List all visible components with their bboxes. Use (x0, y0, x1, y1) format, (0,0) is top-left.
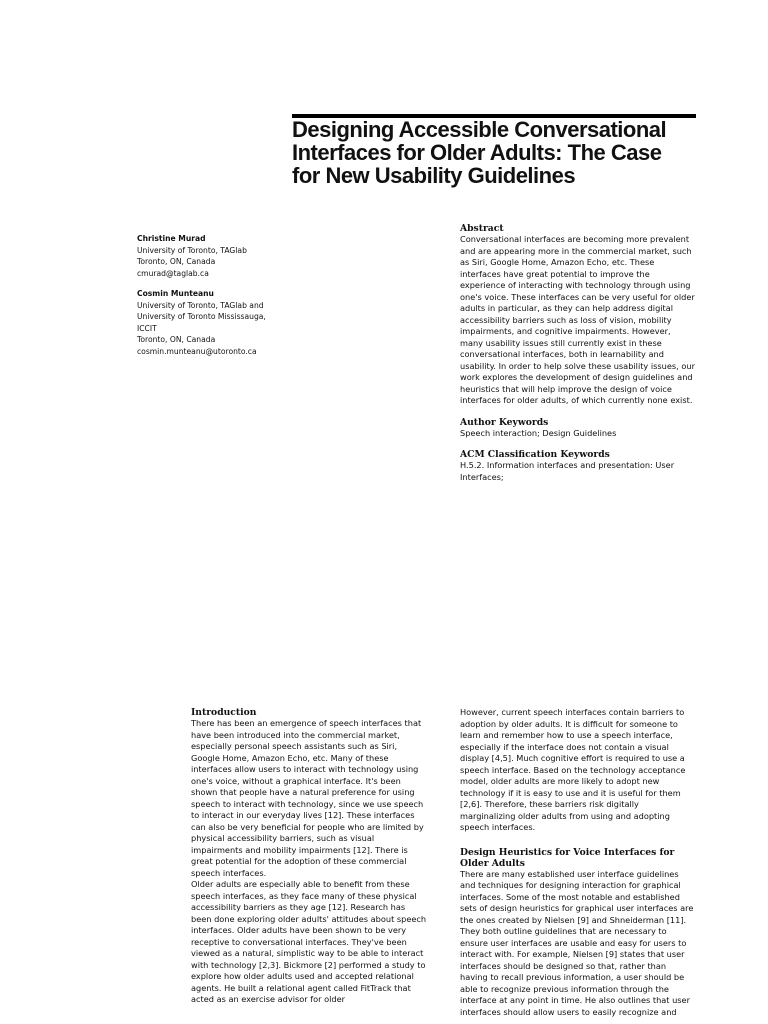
design-heuristics-heading: Design Heuristics for Voice Interfaces for Older Adults (460, 846, 675, 869)
abstract-column (460, 223, 696, 493)
introduction-paragraph-2: Older adults are especially able to benefit from these speech interfaces, as they face many of these physical accessibility barriers as they age [12]. Research has been done exploring older adults' attitudes about speech interfaces. Older adults have been shown to be very receptive to conversational interfaces. They've been viewed as a natural, simplistic way to be able to interact with technology [2,3]. Bickmore [2] performed a study to explore how older adults used and accepted relational agents. He built a relational agent called FitTrack that acted as an exercise advisor for older (191, 879, 427, 1004)
author-location: Toronto, ON, Canada (137, 335, 216, 344)
author-location: Toronto, ON, Canada (137, 257, 216, 266)
abstract-heading: Abstract (460, 223, 504, 234)
author-name: Cosmin Munteanu (137, 289, 214, 298)
author-affiliation: University of Toronto, TAGlab (137, 245, 247, 255)
author-keywords-text: Speech interaction; Design Guidelines (460, 427, 617, 438)
author-email: cosmin.munteanu@utoronto.ca (137, 346, 257, 356)
author-1 (137, 233, 297, 279)
left-body-column (191, 707, 427, 1006)
abstract-section (460, 223, 696, 407)
author-list (137, 233, 297, 366)
author-email: cmurad@taglab.ca (137, 268, 209, 278)
author-affiliation: ICCIT (137, 323, 157, 333)
author-name: Christine Murad (137, 234, 206, 243)
author-2 (137, 288, 297, 357)
acm-keywords-heading: ACM Classification Keywords (460, 449, 610, 460)
author-keywords-section (460, 417, 696, 440)
author-affiliation: University of Toronto, TAGlab and (137, 300, 264, 310)
author-affiliation: University of Toronto Mississauga, (137, 312, 266, 321)
introduction-paragraph-1: There has been an emergence of speech interfaces that have been introduced into the commercial market, especially personal speech assistants such as Siri, Google Home, Amazon Echo, etc. Many of these interfaces allow users to interact with technology using one's voice, without a graphical interface. It's been shown that people have a natural preference for using speech to interact with technology, since we use speech to interact in our everyday lives [12]. These interfaces can also be very beneficial for people who are limited by physical accessibility barriers, such as visual impairments and mobility impairments [12]. There is great potential for the adoption of these commercial speech interfaces. (191, 718, 424, 878)
author-keywords-heading: Author Keywords (460, 416, 549, 428)
acm-keywords-text: H.5.2. Information interfaces and presentation: User Interfaces; (460, 460, 675, 482)
introduction-heading: Introduction (191, 707, 257, 718)
design-heuristics-text: There are many established user interface guidelines and techniques for designing interaction for graphical interfaces. Some of the most notable and established sets of design heuristics for graphical user interfaces are the ones created by Nielsen [9] and Shneiderman [11]. They both outline guidelines that are necessary to ensure user interfaces are usable and easy for users to interact with. For example, Nielsen [9] states that user interfaces should be designed so that, rather than having to recall previous information, a user should be able to recognize previous information through the interface at any point in time. He also outlines that user interfaces should allow users to easily recognize and (460, 868, 694, 1017)
right-body-column (460, 707, 696, 1018)
abstract-text: Conversational interfaces are becoming more prevalent and are appearing more in the commercial market, such as Siri, Google Home, Amazon Echo, etc. These interfaces have great potential to improve the experience of interacting with technology through using one's voice. These interfaces can be very useful for older adults in particular, as they can help address digital accessibility barriers such as loss of vision, mobility impairments, and cognitive impairments. However, many usability issues still currently exist in these conversational interfaces, both in learnability and usability. In order to help solve these usability issues, our work explores the development of design guidelines and heuristics that will help improve the design of voice interfaces for older adults, of which currently none exist. (460, 234, 695, 405)
paper-title: Designing Accessible Conversational Interfaces for Older Adults: The Case for New Usability Guidelines (292, 117, 667, 188)
introduction-paragraph-3: However, current speech interfaces contain barriers to adoption by older adults. It is difficult for someone to learn and remember how to use a speech interface, especially if the interface does not contain a visual display [4,5]. Much cognitive effort is required to use a speech interface. Based on the technology acceptance model, older adults are more likely to adopt new technology if it is easy to use and it is useful for them [2,6]. Therefore, these barriers risk digitally marginalizing older adults from using and adopting speech interfaces. (460, 707, 686, 832)
acm-keywords-section (460, 449, 696, 483)
